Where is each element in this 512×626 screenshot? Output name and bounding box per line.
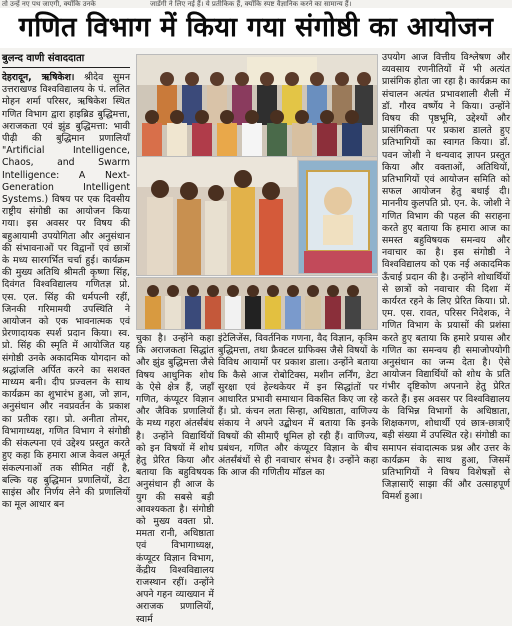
article-column-1 <box>2 52 130 540</box>
top-strip-left: तो उन्हें नए पथ जाएगी, क्योंकि उनके <box>2 0 96 8</box>
poster-photo <box>298 160 378 274</box>
group-photo-3 <box>136 277 378 330</box>
article-text-4: उपयोग आज वित्तीय विश्लेषण और व्यवसाय रणनीतियों में भी अत्यंत प्रासंगिक होता जा रहा है। कार्यक्रम का संचालन अत्यंत प्रभावशाली शैली में डॉ. गौरव वर्ष्णेय ने किया। उन्होंने विषय की पृष्ठभूमि, उद्देश्यों और प्रासंगिकता पर प्रकाश डालते हुए प्रतिभागियों का स्वागत किया। डॉ. पवन जोशी ने धन्यवाद ज्ञापन प्रस्तुत किया और वक्ताओं, अतिथियों, प्रतिभागियों एवं आयोजन समिति को सफल आयोजन हेतु बधाई दी। माननीय कुलपति प्रो. एन. के. जोशी ने गणित विभाग की पहल की सराहना करते हुए बताया कि हमारा आज का समस्त बहुविषयक समन्वय और नवाचार का है। इस संगोष्ठी ने विश्वविद्यालय को एक नई अकादमिक ऊँचाई प्रदान की है। उन्होंने शोधार्थियों से छात्रों को नवाचार की दिशा में कार्यरत रहने के लिए प्रेरित किया। प्रो. एम. एस. रावत, परिसर निदेशक, ने गणित विभाग के प्रयासों की प्रशंसा करते हुए बताया कि हमारे प्रयास और गणित का समन्वय ही समाजोपयोगी अनुसंधान का जन्म देता है। ऐसे आयोजन विद्यार्थियों को शोध के प्रति गंभीर दृष्टिकोण अपनाने हेतु प्रेरित करते हैं। इस अवसर पर विश्वविद्यालय के विभिन्न विभागों के अधिष्ठाता, शिक्षकगण, शोधार्थी एवं छात्र-छात्राएँ बड़ी संख्या में उपस्थित रहे। संगोष्ठी का समापन संवादात्मक प्रश्न और उत्तर के कार्यक्रम के साथ हुआ, जिसमें प्रतिभागियों ने विषय विशेषज्ञों से जिज्ञासाएँ साझा कीं और उत्साहपूर्ण विमर्श हुआ। <box>382 52 510 503</box>
article-text-1: श्रीदेव सुमन उत्तराखण्ड विश्वविद्यालय के पं. ललित मोहन शर्मा परिसर, ऋषिकेश स्थित गणित विभाग द्वारा हाइब्रिड बुद्धिमत्ता, अराजकता एवं झुंड बुद्धिमत्ता: भावी पीढ़ी की बुद्धिमान प्रणालियाँ "Artificial Intelligence, Chaos, and Swarm Intelligence: A Next-Generation Intelligent Systems.) विषय पर एक दिवसीय राष्ट्रीय संगोष्ठी का आयोजन किया गया। इस अवसर पर विषय की बहुआयामी उपयोगिता और अनुसंधान की संभावनाओं पर विद्वानों एवं छात्रों के मध्य सारगर्भित चर्चा हुई। कार्यक्रम की मुख्य अतिथि श्रीमती कृष्णा सिंह, दिवंगत विश्वविद्यालय गणितज्ञ प्रो. एस. एल. सिंह की धर्मपत्नी रहीं, जिनकी गरिमामयी उपस्थिति ने आयोजन को एक भावनात्मक एवं प्रेरणादायक स्पर्श प्रदान किया। स्व. प्रो. सिंह की स्मृति में आयोजित यह संगोष्ठी उनके अकादमिक योगदान को श्रद्धांजलि अर्पित करने का सशक्त माध्यम बनी। दीप प्रज्वलन के साथ कार्यक्रम का शुभारंभ हुआ, जो ज्ञान, अनुसंधान और नवप्रवर्तन के प्रकाश का प्रतीक रहा। प्रो. अनीता तोमर, विभागाध्यक्ष, गणित विभाग ने संगोष्ठी की संकल्पना एवं उद्देश्य प्रस्तुत करते हुए कहा कि हमारा आज केवल अमूर्त संकल्पनाओं तक सीमित नहीं है, बल्कि यह बुद्धिमान प्रणालियों, डेटा साइंस और निर्णय लेने की प्रणालियों का मूल आधार बन <box>2 72 130 511</box>
dateline: देहरादून, ऋषिकेश। <box>2 72 75 83</box>
byline: बुलन्द वाणी संवाददाता <box>2 52 130 68</box>
group-photo-1 <box>136 54 378 158</box>
top-strip-right: जाडेंगी ने लिए नई हैं। ये प्रतीकिक हैं, क्योंकि स्पष्ट वैज्ञानिक करने का सामान्य हैं। <box>150 0 352 8</box>
article-text-2: चुका है। उन्होंने कहा कि अराजकता सिद्धांत और झुंड बुद्धिमत्ता जैसे विषय आधुनिक शोध के ऐसे क्षेत्र हैं, जहाँ गणित, कंप्यूटर विज्ञान और जैविक प्रणालियों के मध्य गहरा अंतर्संबंध है। उन्होंने विद्यार्थियों को इन विषयों में शोध हेतु प्रेरित किया और बताया कि बहुविषयक अनुसंधान ही आज के युग की सबसे बड़ी आवश्यकता है। संगोष्ठी को मुख्य वक्ता प्रो. ममता रानी, अधिष्ठाता एवं विभागाध्यक्ष, कंप्यूटर विज्ञान विभाग, केंद्रीय विश्वविद्यालय राजस्थान रहीं। उन्होंने अपने गहन व्याख्यान में अराजक प्रणालियों, स्वार्म <box>136 333 214 625</box>
article-text-3: इंटेलिजेंस, विवर्तनिक गणना, वैद विज्ञान, कृत्रिम बुद्धिमत्ता, तथा फ्रैक्टल ग्राफिक्स जैसे विषयों के विविध आयामों पर प्रकाश डाला। उन्होंने बताया कि कैसे आज रोबोटिक्स, मशीन लर्निंग, डेटा सुरक्षा एवं हेल्थकेयर में इन सिद्धांतों पर आधारित प्रभावी समाधान विकसित किए जा रहे हैं। प्रो. कंचन लता सिन्हा, अधिष्ठाता, वाणिज्य संकाय ने अपने उद्बोधन में बताया कि इनके विषयों की सीमाएँ धूमिल हो रही हैं। वाणिज्य, प्रबंधन, गणित और कंप्यूटर विज्ञान के बीच अंतर्संबंधों से ही नवाचार संभव है। उन्होंने कहा कि आज की गणितीय मॉडल का <box>218 333 378 479</box>
headline: गणित विभाग में किया गया संगोष्ठी का आयोजन <box>0 8 512 48</box>
article-bottom <box>136 333 380 625</box>
